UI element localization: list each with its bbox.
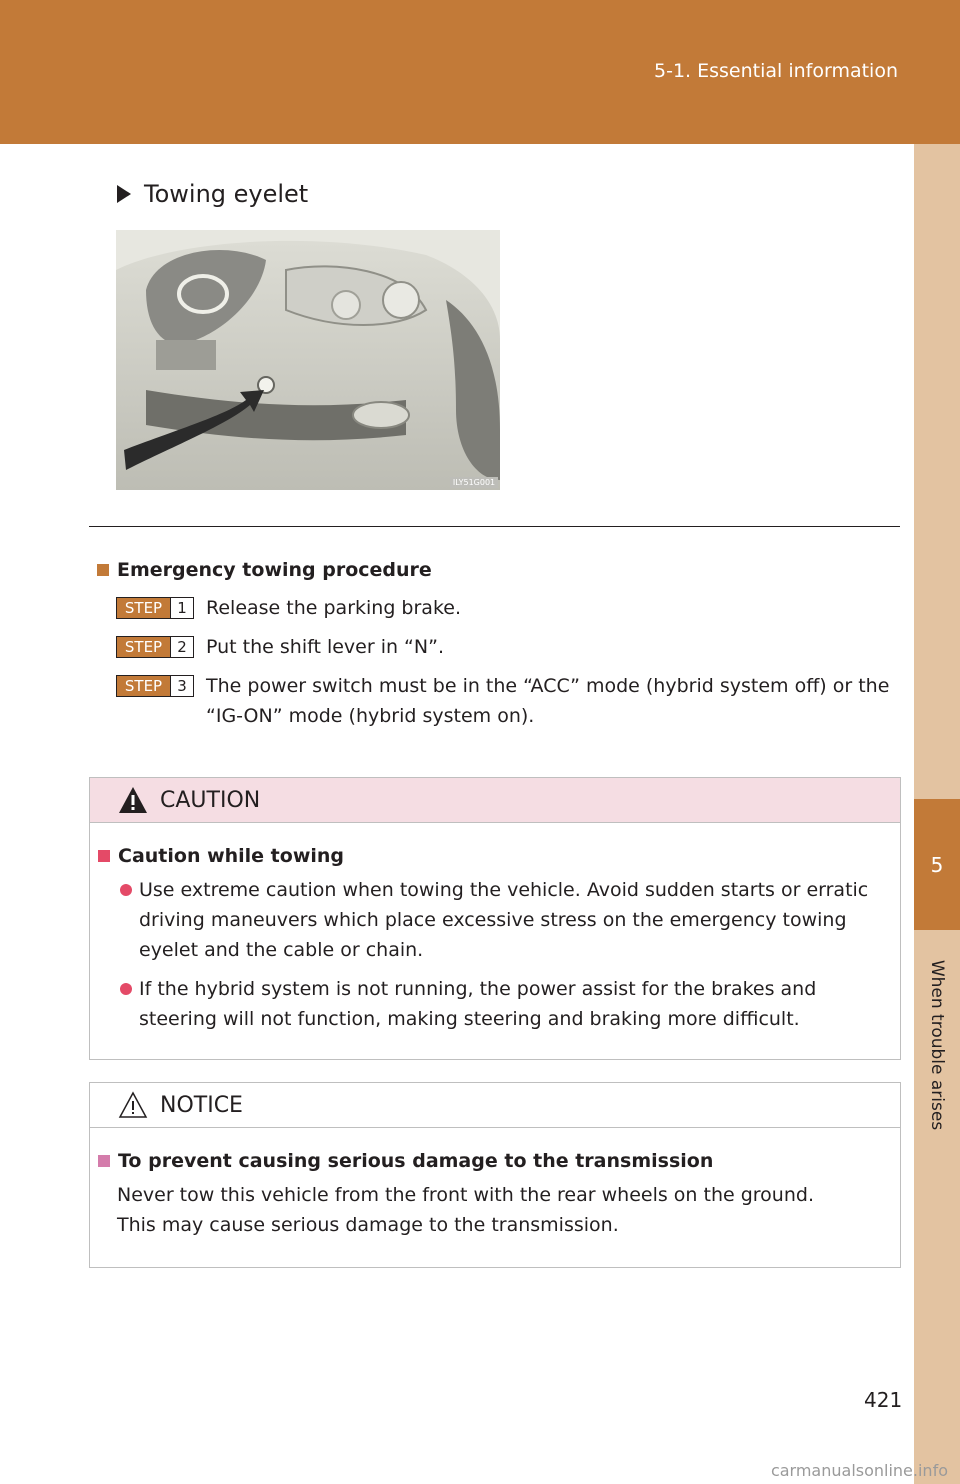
notice-text-line: Never tow this vehicle from the front with the rear wheels on the ground. xyxy=(117,1184,814,1206)
step-item xyxy=(116,671,896,731)
notice-subheading xyxy=(98,1150,890,1172)
step-label: STEP xyxy=(117,637,170,657)
step-number: 1 xyxy=(170,598,193,618)
warning-triangle-icon xyxy=(118,786,148,814)
step-number: 3 xyxy=(170,676,193,696)
step-label: STEP xyxy=(117,598,170,618)
chapter-title: When trouble arises xyxy=(927,959,947,1131)
step-badge xyxy=(116,675,194,697)
step-text: Release the parking brake. xyxy=(206,597,462,619)
notice-triangle-icon xyxy=(118,1091,148,1119)
square-bullet-icon xyxy=(97,564,109,576)
procedure-title: Emergency towing procedure xyxy=(117,559,432,581)
page-header xyxy=(0,0,960,144)
chapter-number-tab[interactable]: 5 xyxy=(914,799,960,930)
notice-body xyxy=(90,1150,900,1240)
towing-eyelet-title: Towing eyelet xyxy=(144,180,309,208)
caution-bullet xyxy=(120,875,890,965)
caution-label: CAUTION xyxy=(160,787,261,813)
bullet-dot-icon xyxy=(120,884,132,896)
procedure-heading xyxy=(97,559,432,581)
notice-label: NOTICE xyxy=(160,1092,243,1118)
towing-eyelet-heading xyxy=(117,180,308,208)
caution-subheading xyxy=(98,845,890,867)
caution-bullet-text: If the hybrid system is not running, the power assist for the brakes and steering will not function, making steering and braking more difficult. xyxy=(139,978,817,1030)
notice-subtitle: To prevent causing serious damage to the transmission xyxy=(118,1150,714,1172)
towing-eyelet-photo xyxy=(116,230,500,490)
triangle-pointer-icon xyxy=(117,185,131,203)
step-text: Put the shift lever in “N”. xyxy=(206,636,444,658)
step-text: The power switch must be in the “ACC” mode (hybrid system off) or the “IG-ON” mode (hybrid system on). xyxy=(206,675,890,727)
notice-box xyxy=(89,1082,901,1268)
step-badge xyxy=(116,636,194,658)
step-number: 2 xyxy=(170,637,193,657)
step-label: STEP xyxy=(117,676,170,696)
caution-bullet xyxy=(120,974,890,1034)
square-bullet-icon xyxy=(98,850,110,862)
car-front-illustration xyxy=(116,230,500,490)
page-number: 421 xyxy=(864,1388,903,1412)
caution-bullet-text: Use extreme caution when towing the vehicle. Avoid sudden starts or erratic driving maneuvers which place excessive stress on the emergency towing eyelet and the cable or chain. xyxy=(139,879,869,961)
step-badge xyxy=(116,597,194,619)
section-divider xyxy=(89,526,900,527)
caution-body xyxy=(90,845,900,1034)
step-item xyxy=(116,632,896,662)
figure-code: ILY51G001 xyxy=(450,477,498,488)
notice-header xyxy=(90,1083,900,1128)
square-bullet-icon xyxy=(98,1155,110,1167)
bullet-dot-icon xyxy=(120,983,132,995)
section-title: 5-1. Essential information xyxy=(654,60,898,82)
caution-header xyxy=(90,778,900,823)
notice-text-line: This may cause serious damage to the transmission. xyxy=(117,1214,619,1236)
step-item xyxy=(116,593,896,623)
notice-text xyxy=(117,1180,890,1240)
watermark: carmanualsonline.info xyxy=(770,1461,948,1480)
caution-box xyxy=(89,777,901,1060)
caution-subtitle: Caution while towing xyxy=(118,845,345,867)
